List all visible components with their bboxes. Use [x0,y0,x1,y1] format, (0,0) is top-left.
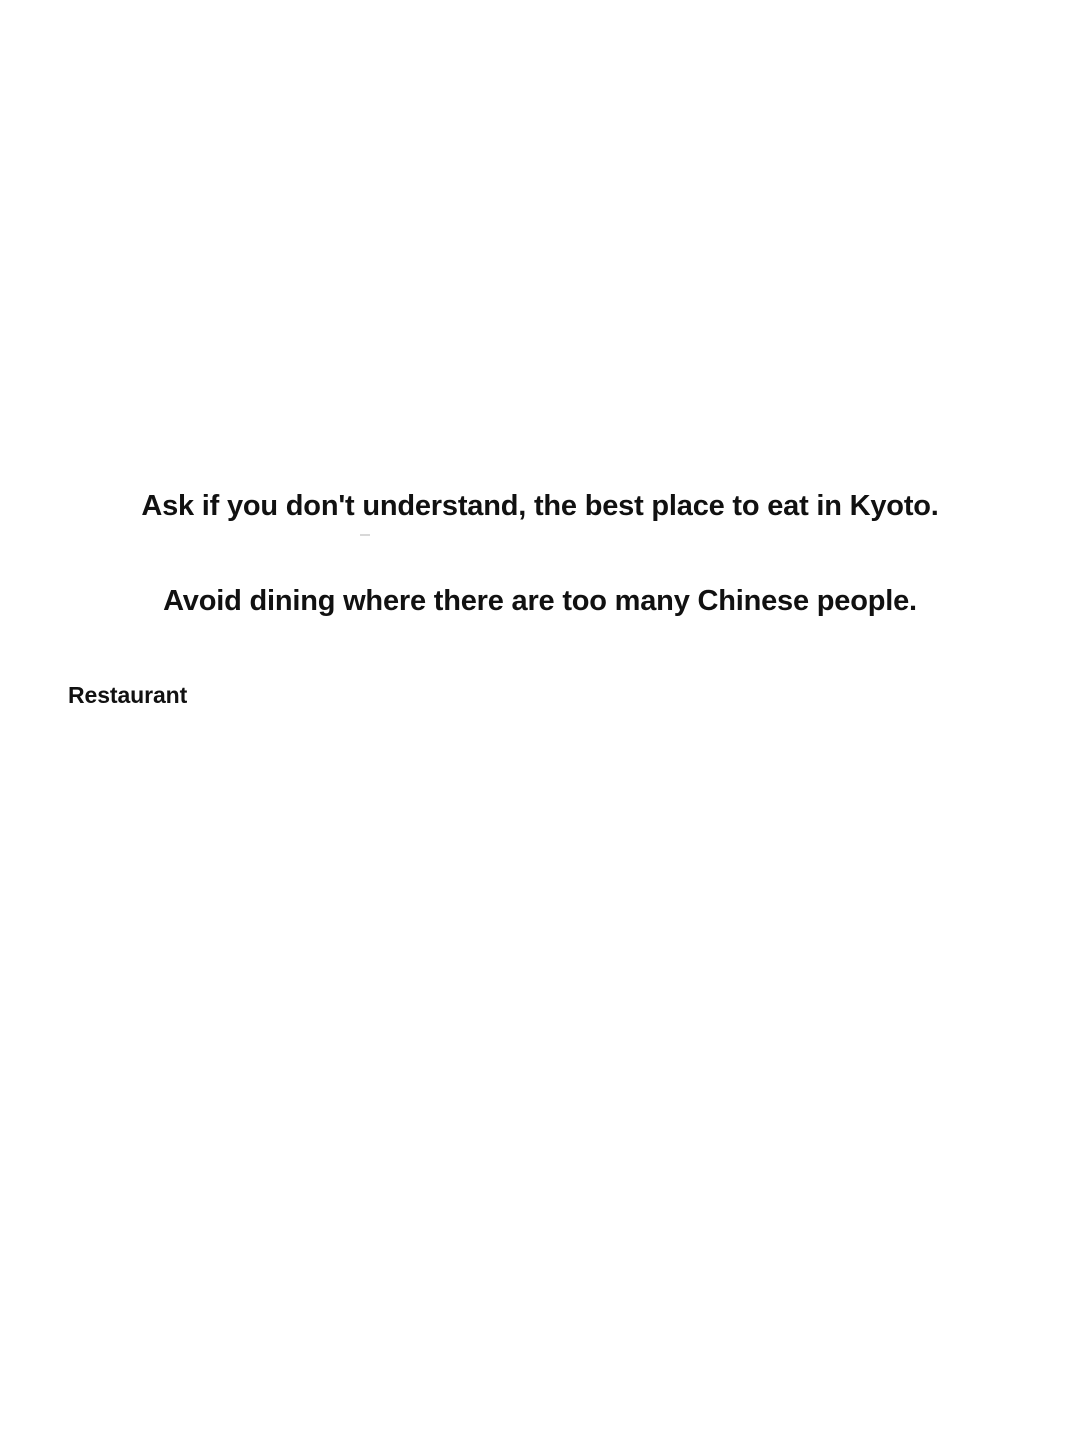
section-label-restaurant: Restaurant [68,682,188,708]
stray-mark-icon [360,534,370,536]
headline-line-1: Ask if you don't understand, the best place to eat in Kyoto. [141,490,939,522]
headline-line-2: Avoid dining where there are too many Chinese people. [163,585,917,617]
